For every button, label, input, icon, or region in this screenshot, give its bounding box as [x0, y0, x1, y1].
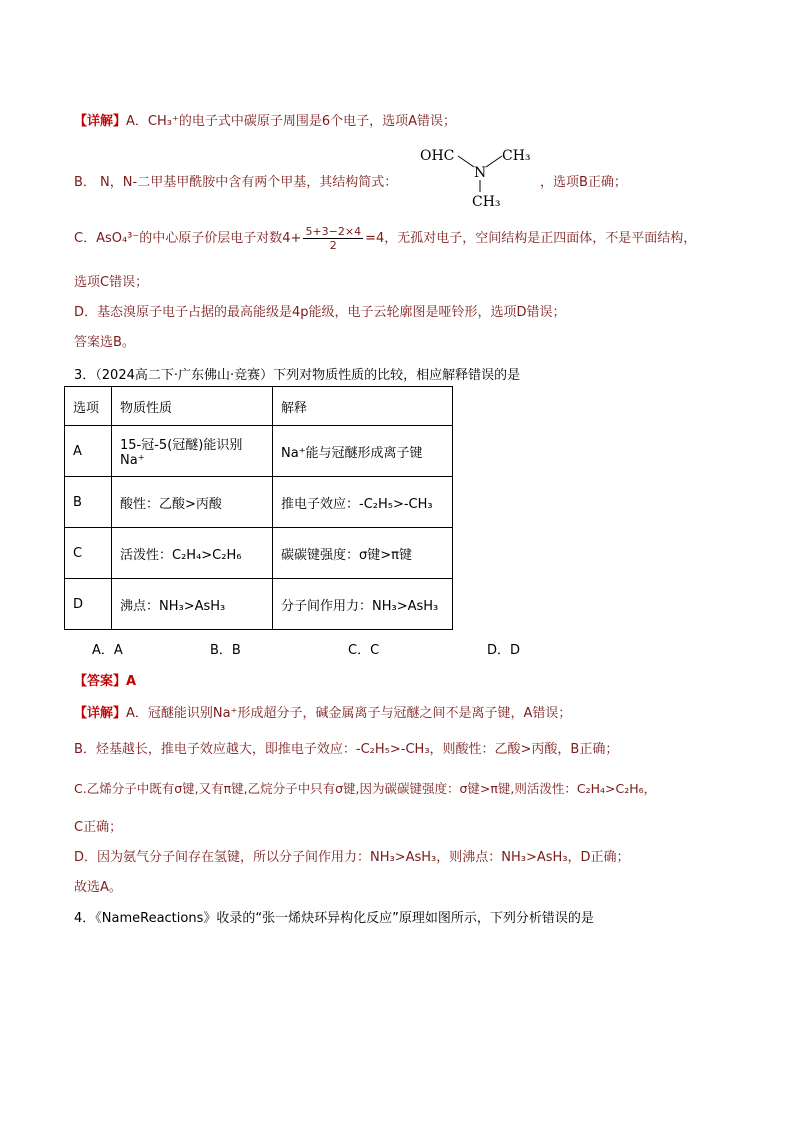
table-cell: D: [65, 579, 112, 630]
q3-table: [64, 386, 453, 630]
table-cell: 沸点：NH₃>AsH₃: [112, 579, 273, 630]
detail-line-c2: 选项C错误；: [74, 275, 149, 290]
table-header-cell: 解释: [273, 387, 453, 426]
q3-conclusion: 故选A。: [74, 880, 122, 895]
ch3-bottom-label: CH₃: [472, 194, 501, 210]
table-cell: 分子间作用力：NH₃>AsH₃: [273, 579, 453, 630]
q3-detail-a-line: [74, 702, 571, 721]
q3-detail-tag: 【详解】: [74, 706, 127, 721]
table-cell: 推电子效应：-C₂H₅>-CH₃: [273, 477, 453, 528]
ohc-label: OHC: [420, 148, 455, 164]
q3-detail-b: B．烃基越长，推电子效应越大，即推电子效应：-C₂H₅>-CH₃，则酸性：乙酸>丙酸，B正确；: [74, 742, 619, 757]
detail-line-b-prefix: B． N，N-二甲基甲酰胺中含有两个甲基，其结构简式：: [74, 175, 398, 190]
detail-tag: 【详解】: [74, 114, 127, 129]
c-suffix: =4，无孤对电子，空间结构是正四面体，不是平面结构，: [365, 231, 697, 246]
q3-answer: 【答案】A: [74, 674, 137, 689]
fraction-denominator: 2: [329, 239, 337, 252]
answer-line: 答案选B。: [74, 335, 135, 350]
q3-detail-c: C.乙烯分子中既有σ键,又有π键,乙烷分子中只有σ键,因为碳碳键强度：σ键>π键,则活泼性：C₂H₄>C₂H₆，: [74, 781, 657, 796]
q3-detail-a: A．冠醚能识别Na⁺形成超分子，碱金属离子与冠醚之间不是离子键，A错误；: [126, 706, 572, 721]
option-a: A．A: [92, 643, 123, 658]
detail-line-b-suffix: ，选项B正确；: [540, 175, 627, 190]
q3-detail-d: D．因为氨气分子间存在氢键，所以分子间作用力：NH₃>AsH₃，则沸点：NH₃>AsH₃，D正确；: [74, 850, 630, 865]
table-cell: C: [65, 528, 112, 579]
n-label: N: [474, 165, 487, 181]
fraction-numerator: 5+3−2×4: [305, 225, 362, 238]
table-cell: Na⁺能与冠醚形成离子键: [273, 426, 453, 477]
option-b: B．B: [210, 643, 241, 658]
table-cell: A: [65, 426, 112, 477]
q4-stem: 4．《NameReactions》收录的“张一烯炔环异构化反应”原理如图所示，下列分析错误的是: [74, 911, 594, 926]
table-header-cell: 物质性质: [112, 387, 273, 426]
q3-stem: 3．（2024高二下·广东佛山·竞赛）下列对物质性质的比较，相应解释错误的是: [74, 368, 521, 383]
table-cell: 活泼性：C₂H₄>C₂H₆: [112, 528, 273, 579]
table-header-cell: 选项: [65, 387, 112, 426]
q3-detail-c2: C正确；: [74, 820, 123, 835]
table-cell: 15-冠-5(冠醚)能识别Na⁺: [112, 426, 273, 477]
table-row: [65, 579, 453, 630]
detail-a-text: A．CH₃⁺的电子式中碳原子周围是6个电子，选项A错误；: [126, 114, 456, 129]
table-row: [65, 477, 453, 528]
table-row: [65, 528, 453, 579]
ch3-top-label: CH₃: [502, 148, 531, 164]
fraction: [303, 225, 363, 252]
table-cell: B: [65, 477, 112, 528]
table-row: [65, 426, 453, 477]
dmf-structure: [418, 140, 538, 215]
option-d: D．D: [487, 643, 521, 658]
option-c: C．C: [348, 643, 380, 658]
table-header-row: [65, 387, 453, 426]
table-cell: 酸性：乙酸>丙酸: [112, 477, 273, 528]
detail-line-a: [74, 110, 456, 129]
detail-line-c: [74, 225, 696, 252]
table-cell: 碳碳键强度：σ键>π键: [273, 528, 453, 579]
detail-line-d: D．基态溴原子电子占据的最高能级是4p能级，电子云轮廓图是哑铃形，选项D错误；: [74, 305, 566, 320]
c-prefix: C．AsO₄³⁻的中心原子价层电子对数4+: [74, 231, 302, 246]
